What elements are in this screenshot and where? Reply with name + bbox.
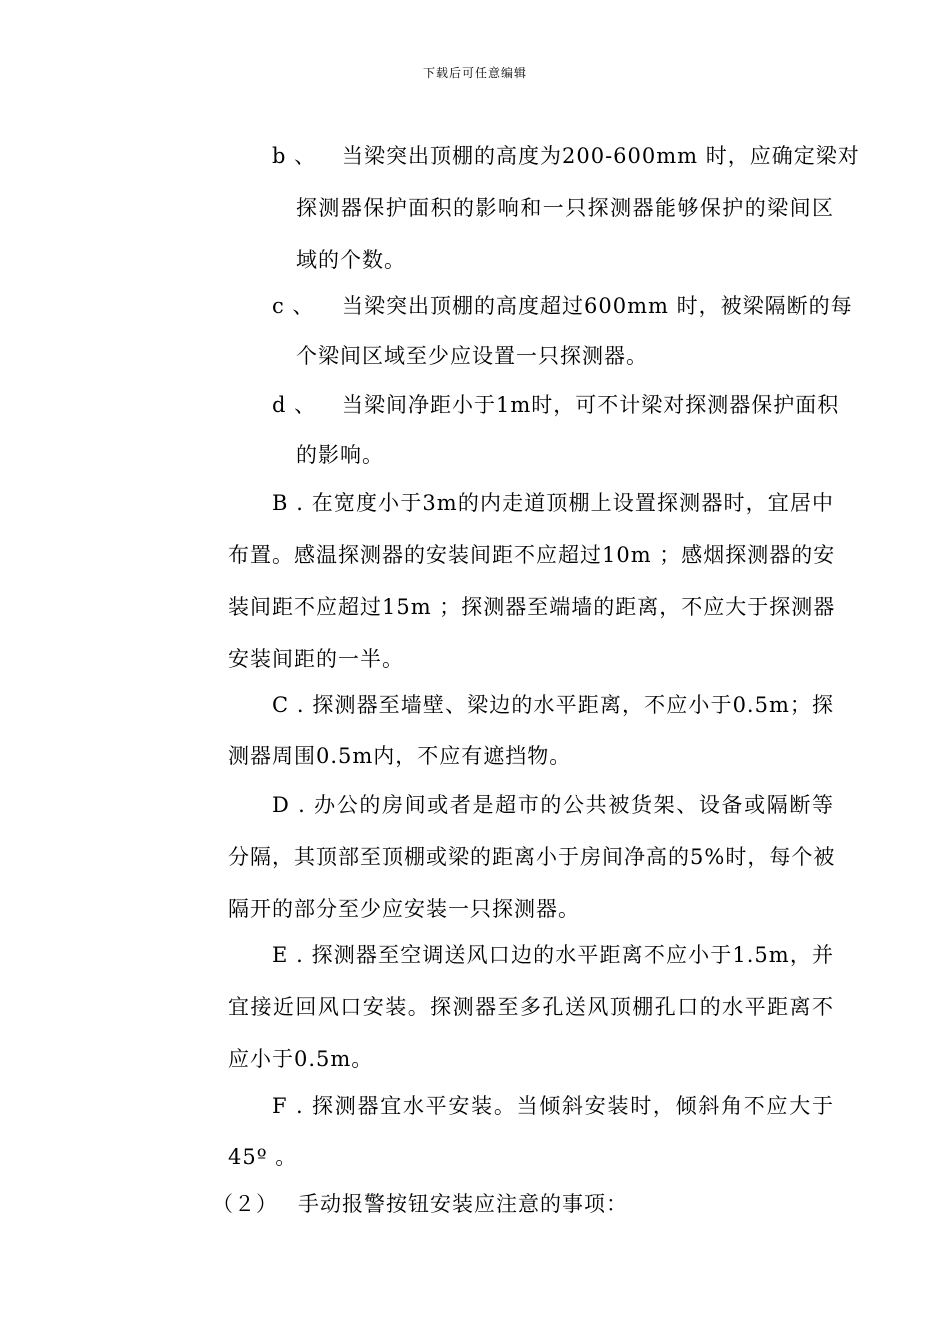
item-b-line-2: 探测器保护面积的影响和一只探测器能够保护的梁间区 xyxy=(296,196,834,220)
page-header: 下载后可任意编辑 xyxy=(422,66,527,80)
item-c-line-1: 当梁突出顶棚的高度超过600mm 时，被梁隔断的每 xyxy=(342,294,853,318)
para-c-line-1: C . 探测器至墙壁、梁边的水平距离，不应小于0.5m；探 xyxy=(272,693,834,717)
item-b-marker: b 、 xyxy=(272,144,317,168)
para-c-line-2: 测器周围0.5m内，不应有遮挡物。 xyxy=(228,744,572,768)
section-title: 手动报警按钮安装应注意的事项： xyxy=(298,1192,628,1216)
para-b-line-4: 安装间距的一半。 xyxy=(228,647,404,671)
item-d-line-2: 的影响。 xyxy=(296,443,384,467)
item-c-marker: c 、 xyxy=(272,294,315,318)
para-f-line-1: F . 探测器宜水平安装。当倾斜安装时，倾斜角不应大于 xyxy=(272,1094,834,1118)
item-b-line-1: 当梁突出顶棚的高度为200-600mm 时，应确定梁对 xyxy=(342,144,860,168)
item-c-line-2: 个梁间区域至少应设置一只探测器。 xyxy=(296,344,648,368)
section-number: （２） xyxy=(212,1192,278,1216)
para-f-line-2: 45º 。 xyxy=(228,1145,298,1169)
para-e-line-1: E . 探测器至空调送风口边的水平距离不应小于1.5m，并 xyxy=(272,943,834,967)
para-d-line-1: D . 办公的房间或者是超市的公共被货架、设备或隔断等 xyxy=(272,793,834,817)
para-b-line-3: 装间距不应超过15m ；探测器至端墙的距离，不应大于探测器 xyxy=(228,595,836,619)
para-d-line-3: 隔开的部分至少应安装一只探测器。 xyxy=(228,897,580,921)
item-d-line-1: 当梁间净距小于1m时，可不计梁对探测器保护面积 xyxy=(342,393,840,417)
para-b-line-2: 布置。感温探测器的安装间距不应超过10m ；感烟探测器的安 xyxy=(228,543,836,567)
para-e-line-3: 应小于0.5m。 xyxy=(228,1047,374,1071)
item-b-line-3: 域的个数。 xyxy=(296,248,406,272)
para-e-line-2: 宜接近回风口安装。探测器至多孔送风顶棚孔口的水平距离不 xyxy=(228,995,834,1019)
para-d-line-2: 分隔，其顶部至顶棚或梁的距离小于房间净高的5%时，每个被 xyxy=(228,845,836,869)
para-b-line-1: B . 在宽度小于3m的内走道顶棚上设置探测器时，宜居中 xyxy=(272,491,834,515)
item-d-marker: d 、 xyxy=(272,393,317,417)
